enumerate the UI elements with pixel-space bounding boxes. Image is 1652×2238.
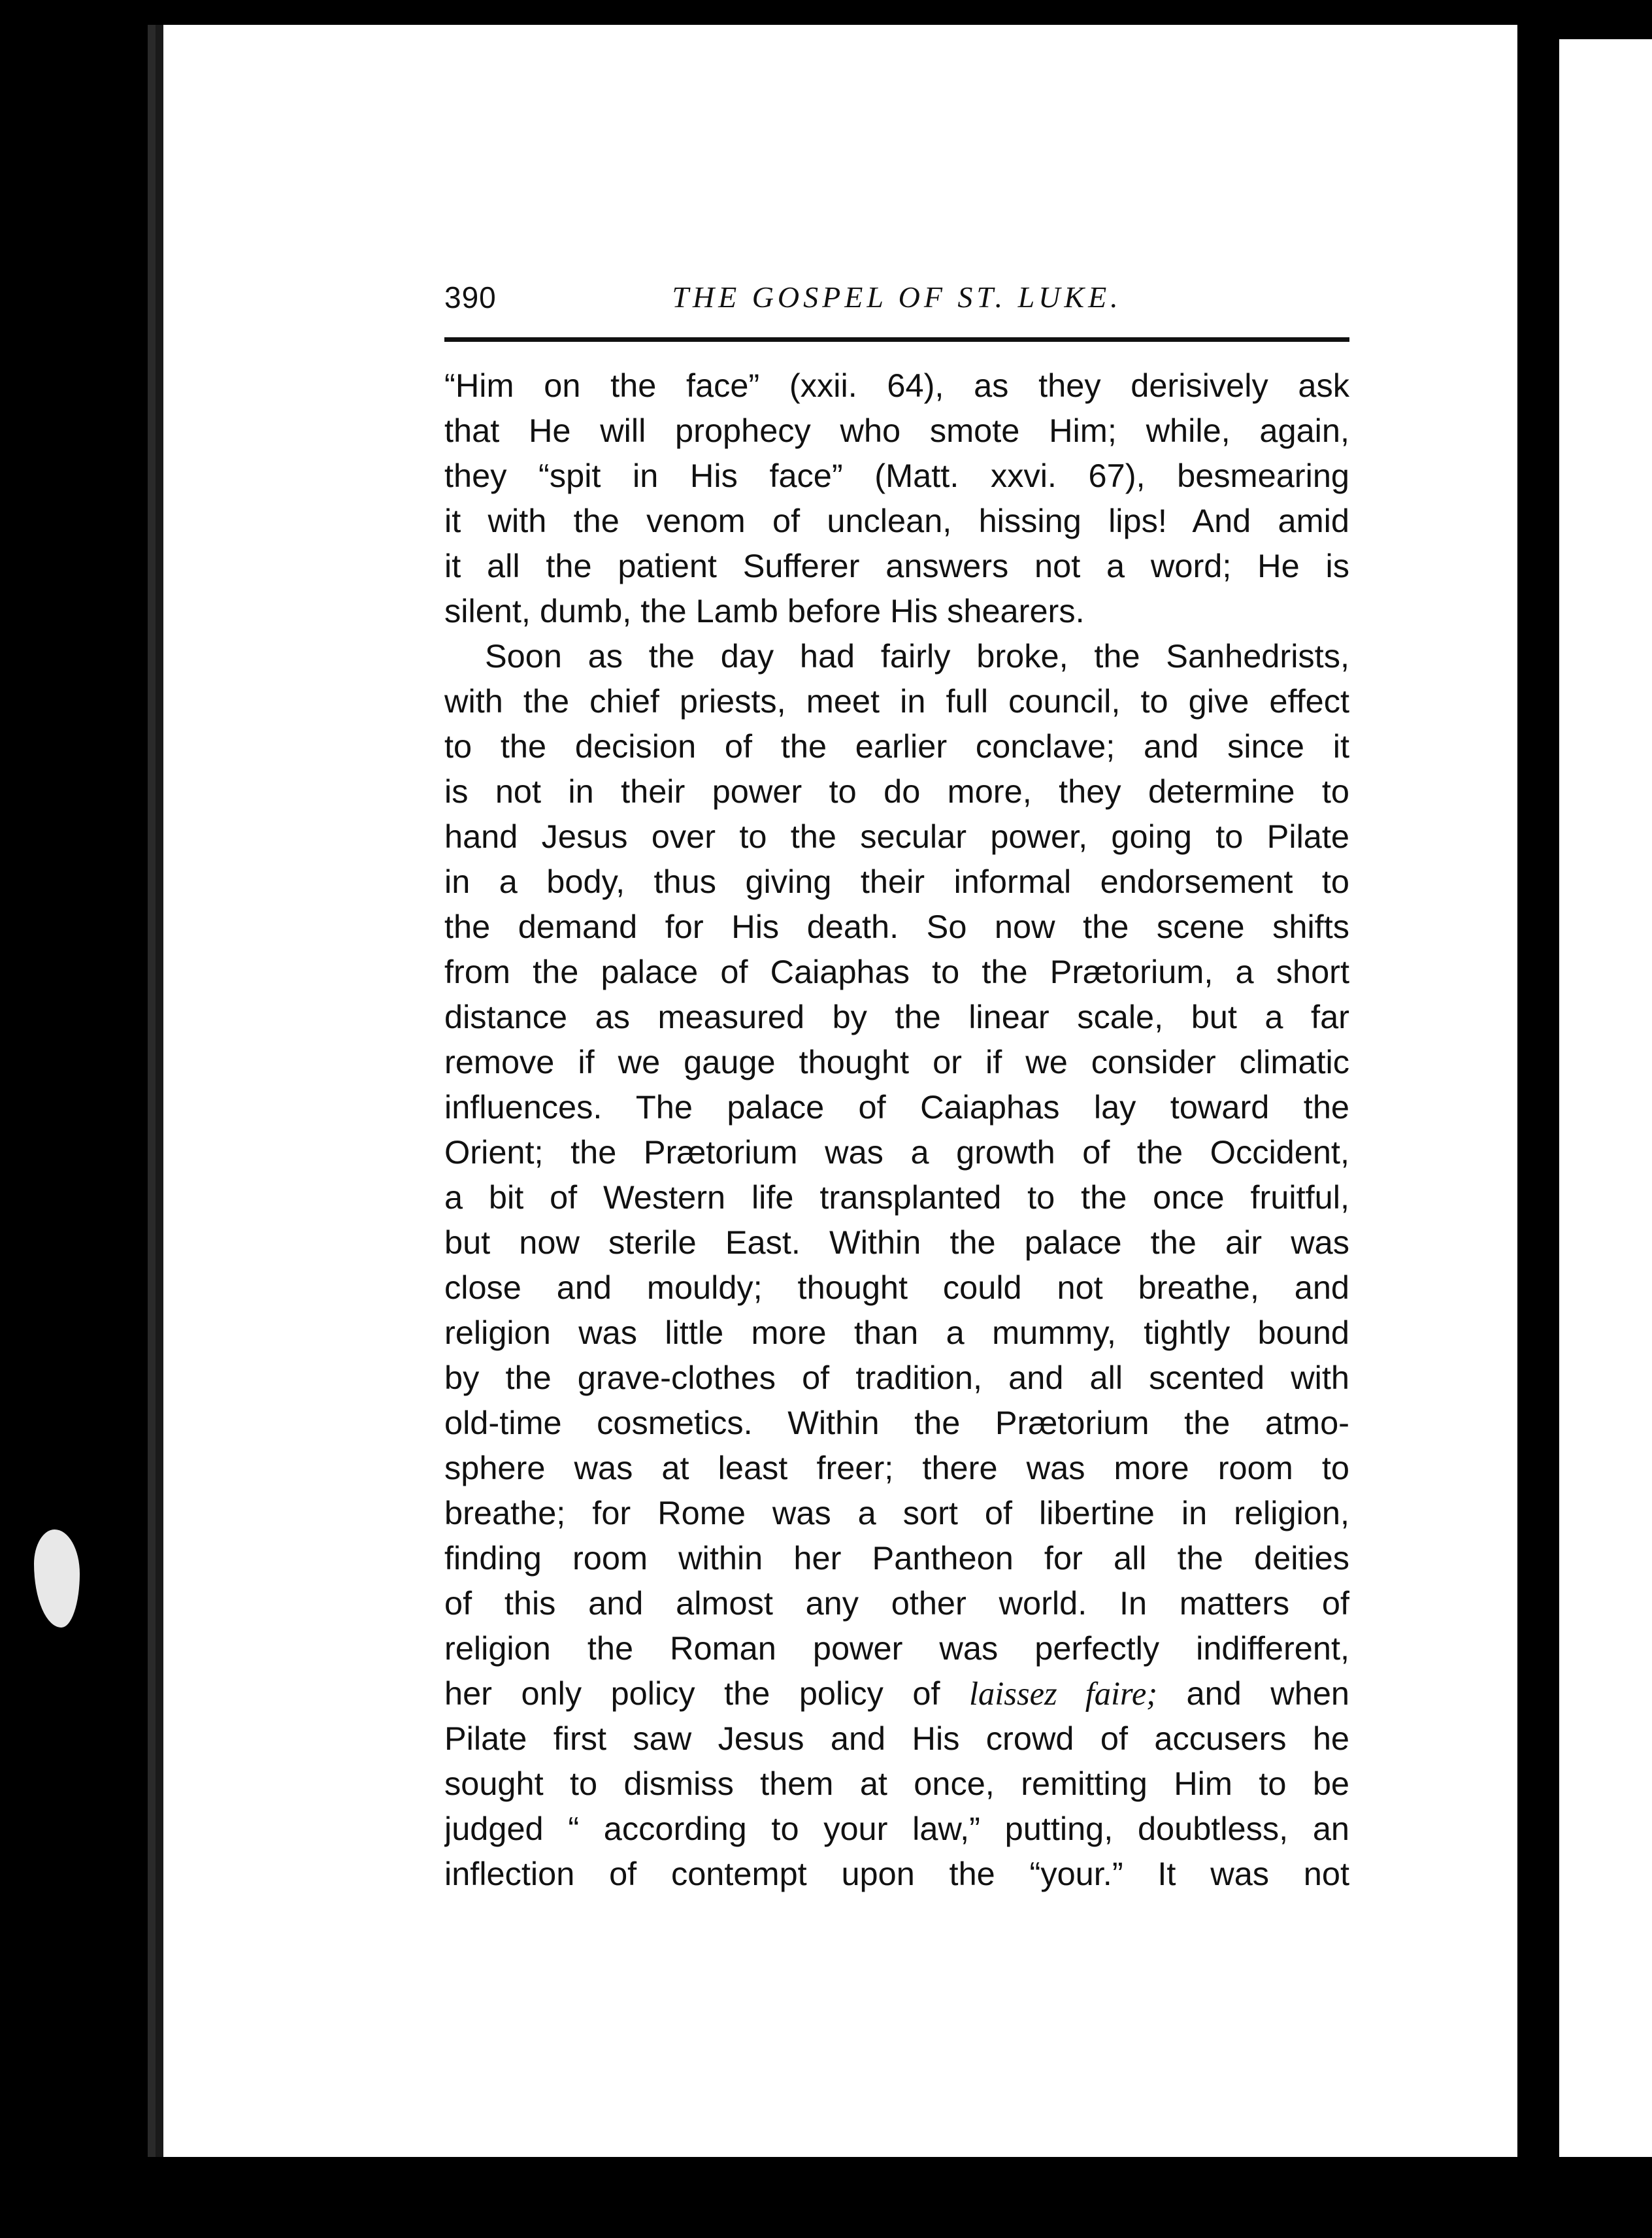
text-line: sphere was at least freer; there was more room to xyxy=(444,1449,1349,1486)
text-line: with the chief priests, meet in full council, to give effect xyxy=(444,682,1349,720)
text-line: Soon as the day had fairly broke, the Sanhedrists, xyxy=(485,637,1349,675)
text-line: influences. The palace of Caiaphas lay toward the xyxy=(444,1088,1349,1126)
text-line: that He will prophecy who smote Him; while, again, xyxy=(444,412,1349,449)
text-line: of this and almost any other world. In matters of xyxy=(444,1584,1349,1622)
text-line: close and mouldy; thought could not breathe, and xyxy=(444,1269,1349,1306)
text-line: Pilate first saw Jesus and His crowd of accusers he xyxy=(444,1720,1349,1757)
text-line: old-time cosmetics. Within the Prætorium the atmo- xyxy=(444,1404,1349,1441)
text-line: “Him on the face” (xxii. 64), as they derisively ask xyxy=(444,367,1349,404)
text-line: religion the Roman power was perfectly indifferent, xyxy=(444,1629,1349,1667)
text-line: to the decision of the earlier conclave; and since it xyxy=(444,727,1349,765)
body-text xyxy=(444,363,1349,1896)
text-line: inflection of contempt upon the “your.” It was not xyxy=(444,1855,1349,1892)
text-line: hand Jesus over to the secular power, going to Pilate xyxy=(444,818,1349,855)
page-header xyxy=(444,280,1349,326)
text-line: religion was little more than a mummy, tightly bound xyxy=(444,1314,1349,1351)
book-gutter xyxy=(1517,25,1559,2157)
text-line: the demand for His death. So now the scene shifts xyxy=(444,908,1349,945)
text-line: distance as measured by the linear scale, but a far xyxy=(444,998,1349,1035)
text-line: a bit of Western life transplanted to the once fruitful, xyxy=(444,1178,1349,1216)
text-line: they “spit in His face” (Matt. xxvi. 67), besmearing xyxy=(444,457,1349,494)
text-line: judged “ according to your law,” putting, doubtless, an xyxy=(444,1810,1349,1847)
text-line: silent, dumb, the Lamb before His shearers. xyxy=(444,592,1085,629)
text-line: sought to dismiss them at once, remitting Him to be xyxy=(444,1765,1349,1802)
line-text-before-italic: her only policy the policy of xyxy=(444,1675,969,1712)
page-number: 390 xyxy=(444,280,497,314)
header-rule xyxy=(444,337,1349,342)
line-text-after-italic: and when xyxy=(1157,1675,1349,1712)
text-line: in a body, thus giving their informal endorsement to xyxy=(444,863,1349,900)
text-line: it all the patient Sufferer answers not a word; He is xyxy=(444,547,1349,584)
text-line: finding room within her Pantheon for all the deities xyxy=(444,1539,1349,1577)
text-line: is not in their power to do more, they determine to xyxy=(444,773,1349,810)
text-line: remove if we gauge thought or if we consider climatic xyxy=(444,1043,1349,1080)
text-line: from the palace of Caiaphas to the Prætorium, a short xyxy=(444,953,1349,990)
text-line: it with the venom of unclean, hissing lips! And amid xyxy=(444,502,1349,539)
text-line: Orient; the Prætorium was a growth of the Occident, xyxy=(444,1133,1349,1171)
text-line: by the grave-clothes of tradition, and all scented with xyxy=(444,1359,1349,1396)
text-line: breathe; for Rome was a sort of libertine in religion, xyxy=(444,1494,1349,1531)
running-head: THE GOSPEL OF ST. LUKE. xyxy=(672,280,1122,314)
facing-page-edge xyxy=(1559,39,1652,2157)
text-line: but now sterile East. Within the palace the air was xyxy=(444,1224,1349,1261)
text-line-with-italic xyxy=(444,1671,1349,1716)
italic-phrase: laissez faire; xyxy=(969,1675,1158,1712)
